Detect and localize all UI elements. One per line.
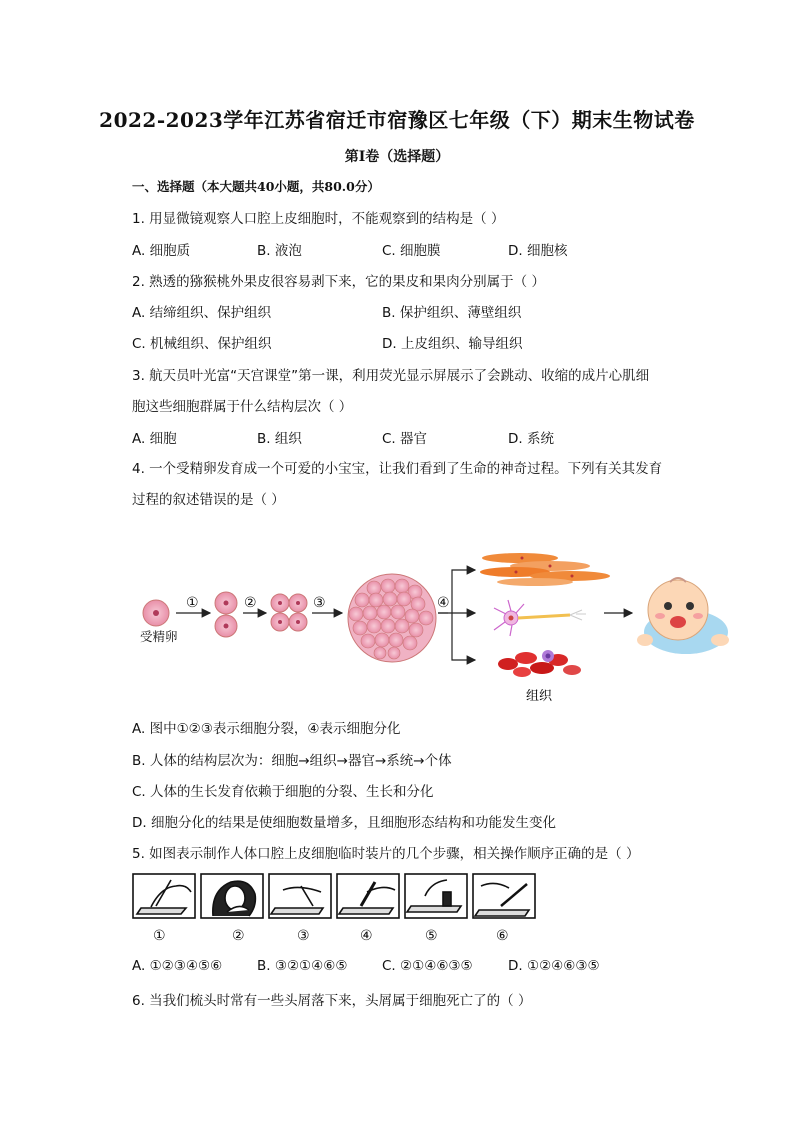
question-3-option-c[interactable]: C. 器官 [382,431,428,447]
two-cell-stage [215,592,237,637]
step-label-4: ④ [437,595,450,611]
question-2-option-a[interactable]: A. 结缔组织、保护组织 [132,305,272,321]
slide-step-label-6: ⑥ [496,928,509,944]
question-3-option-b[interactable]: B. 组织 [257,431,302,447]
question-6-stem: 6. 当我们梳头时常有一些头屑落下来，头屑属于细胞死亡了的（ ） [132,993,532,1009]
question-4-stem-line-2: 过程的叙述错误的是（ ） [132,492,285,508]
step-label-3: ③ [313,595,326,611]
question-5-option-b[interactable]: B. ③②①④⑥⑤ [257,958,348,974]
slide-step-label-2: ② [232,928,245,944]
section-heading: 一、选择题（本大题共40小题，共80.0分） [132,179,380,194]
slide-steps-svg [131,872,541,922]
question-5-option-a[interactable]: A. ①②③④⑤⑥ [132,958,223,974]
question-4-stem-line-1: 4. 一个受精卵发育成一个可爱的小宝宝，让我们看到了生命的神奇过程。下列有关其发育 [132,461,663,477]
question-3-option-a[interactable]: A. 细胞 [132,431,177,447]
question-3-option-d[interactable]: D. 系统 [508,431,554,447]
question-1-option-b[interactable]: B. 液泡 [257,243,302,259]
question-4-option-a[interactable]: A. 图中①②③表示细胞分裂，④表示细胞分化 [132,721,401,737]
question-1-option-d[interactable]: D. 细胞核 [508,243,568,259]
question-2-option-c[interactable]: C. 机械组织、保护组织 [132,336,272,352]
four-cell-stage [271,594,307,631]
baby-illustration [637,578,729,654]
nerve-cell [494,600,586,636]
question-4-option-b[interactable]: B. 人体的结构层次为：细胞→组织→器官→系统→个体 [132,753,452,769]
page-title: 2022-2023学年江苏省宿迁市宿豫区七年级（下）期末生物试卷 [99,108,695,132]
development-diagram-svg [130,540,730,710]
question-3-stem-line-1: 3. 航天员叶光富“天宫课堂”第一课，利用荧光显示屏展示了会跳动、收缩的成片心肌细 [132,368,650,384]
development-diagram [130,540,730,710]
question-5-stem: 5. 如图表示制作人体口腔上皮细胞临时装片的几个步骤，相关操作顺序正确的是（ ） [132,846,640,862]
question-2-stem: 2. 熟透的猕猴桃外果皮很容易剥下来，它的果皮和果肉分别属于（ ） [132,274,545,290]
blood-tissue [498,650,581,677]
question-4-option-d[interactable]: D. 细胞分化的结果是使细胞数量增多，且细胞形态结构和功能发生变化 [132,815,556,831]
question-5-option-c[interactable]: C. ②①④⑥③⑤ [382,958,473,974]
muscle-tissue [480,553,610,586]
question-1-option-a[interactable]: A. 细胞质 [132,243,191,259]
slide-step-label-4: ④ [360,928,373,944]
page-subtitle: 第I卷（选择题） [344,149,450,165]
question-1-stem: 1. 用显微镜观察人口腔上皮细胞时，不能观察到的结构是（ ） [132,211,505,227]
fertilized-egg [143,600,169,626]
question-1-option-c[interactable]: C. 细胞膜 [382,243,441,259]
step-label-2: ② [244,595,257,611]
question-3-stem-line-2: 胞这些细胞群属于什么结构层次（ ） [132,399,353,415]
fertilized-egg-label: 受精卵 [140,629,178,644]
slide-step-label-1: ① [153,928,166,944]
question-4-option-c[interactable]: C. 人体的生长发育依赖于细胞的分裂、生长和分化 [132,784,434,800]
cell-mass [348,574,436,662]
slide-step-label-5: ⑤ [425,928,438,944]
question-5-option-d[interactable]: D. ①②④⑥③⑤ [508,958,600,974]
step-label-1: ① [186,595,199,611]
slide-step-label-3: ③ [297,928,310,944]
tissue-label: 组织 [526,689,553,704]
slide-preparation-steps [131,872,541,922]
question-2-option-d[interactable]: D. 上皮组织、输导组织 [382,336,523,352]
question-2-option-b[interactable]: B. 保护组织、薄壁组织 [382,305,522,321]
